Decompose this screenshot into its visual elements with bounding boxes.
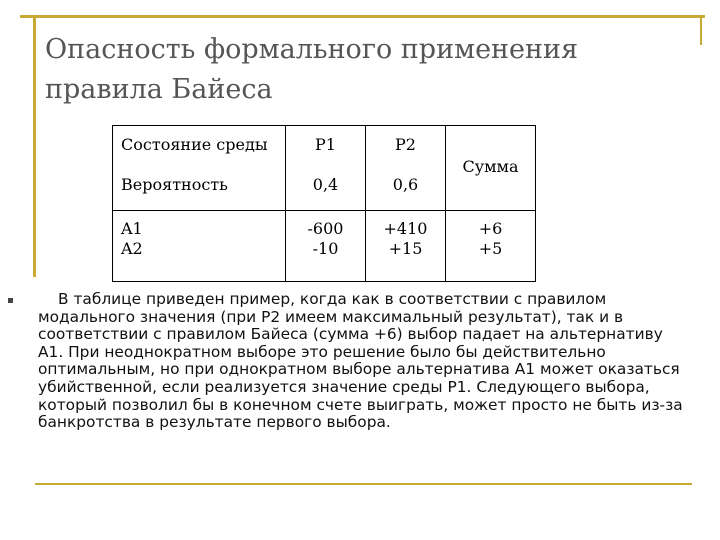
header-p1: P1 [315,135,336,154]
prob-p2: 0,6 [392,175,419,194]
page-title: Опасность формального применения правила Байеса [45,34,579,105]
right-rule [700,15,702,45]
header-sum: Сумма [462,157,519,176]
data-table [112,125,536,282]
alt-labels: A1 A2 [121,219,143,258]
header-state: Состояние среды [121,135,268,154]
bullet-icon [8,298,13,303]
header-p2: P2 [395,135,416,154]
alt-sum: +6 +5 [478,219,503,258]
top-rule [20,15,705,18]
body-paragraph: В таблице приведен пример, когда как в соответствии с правилом модального значения (при P2 имеем максимальный результат), так и в соответствии с правилом Байеса (сумма +6) выбор падает на альтернативу A1. При неоднократном выборе это решение было бы действительно оптимальным, но при однократном выборе альтернатива A1 может оказаться убийственной, если реализуется значение среды P1. Следующего выбора, который позволил бы в конечном счете выиграть, может просто не быть из-за банкротства в результате первого выбора. [38,290,683,432]
left-rule [33,15,36,277]
bottom-rule [35,483,692,485]
prob-p1: 0,4 [312,175,339,194]
prob-label: Вероятность [121,175,228,194]
alt-p1: -600 -10 [307,219,344,258]
alt-p2: +410 +15 [383,219,428,258]
